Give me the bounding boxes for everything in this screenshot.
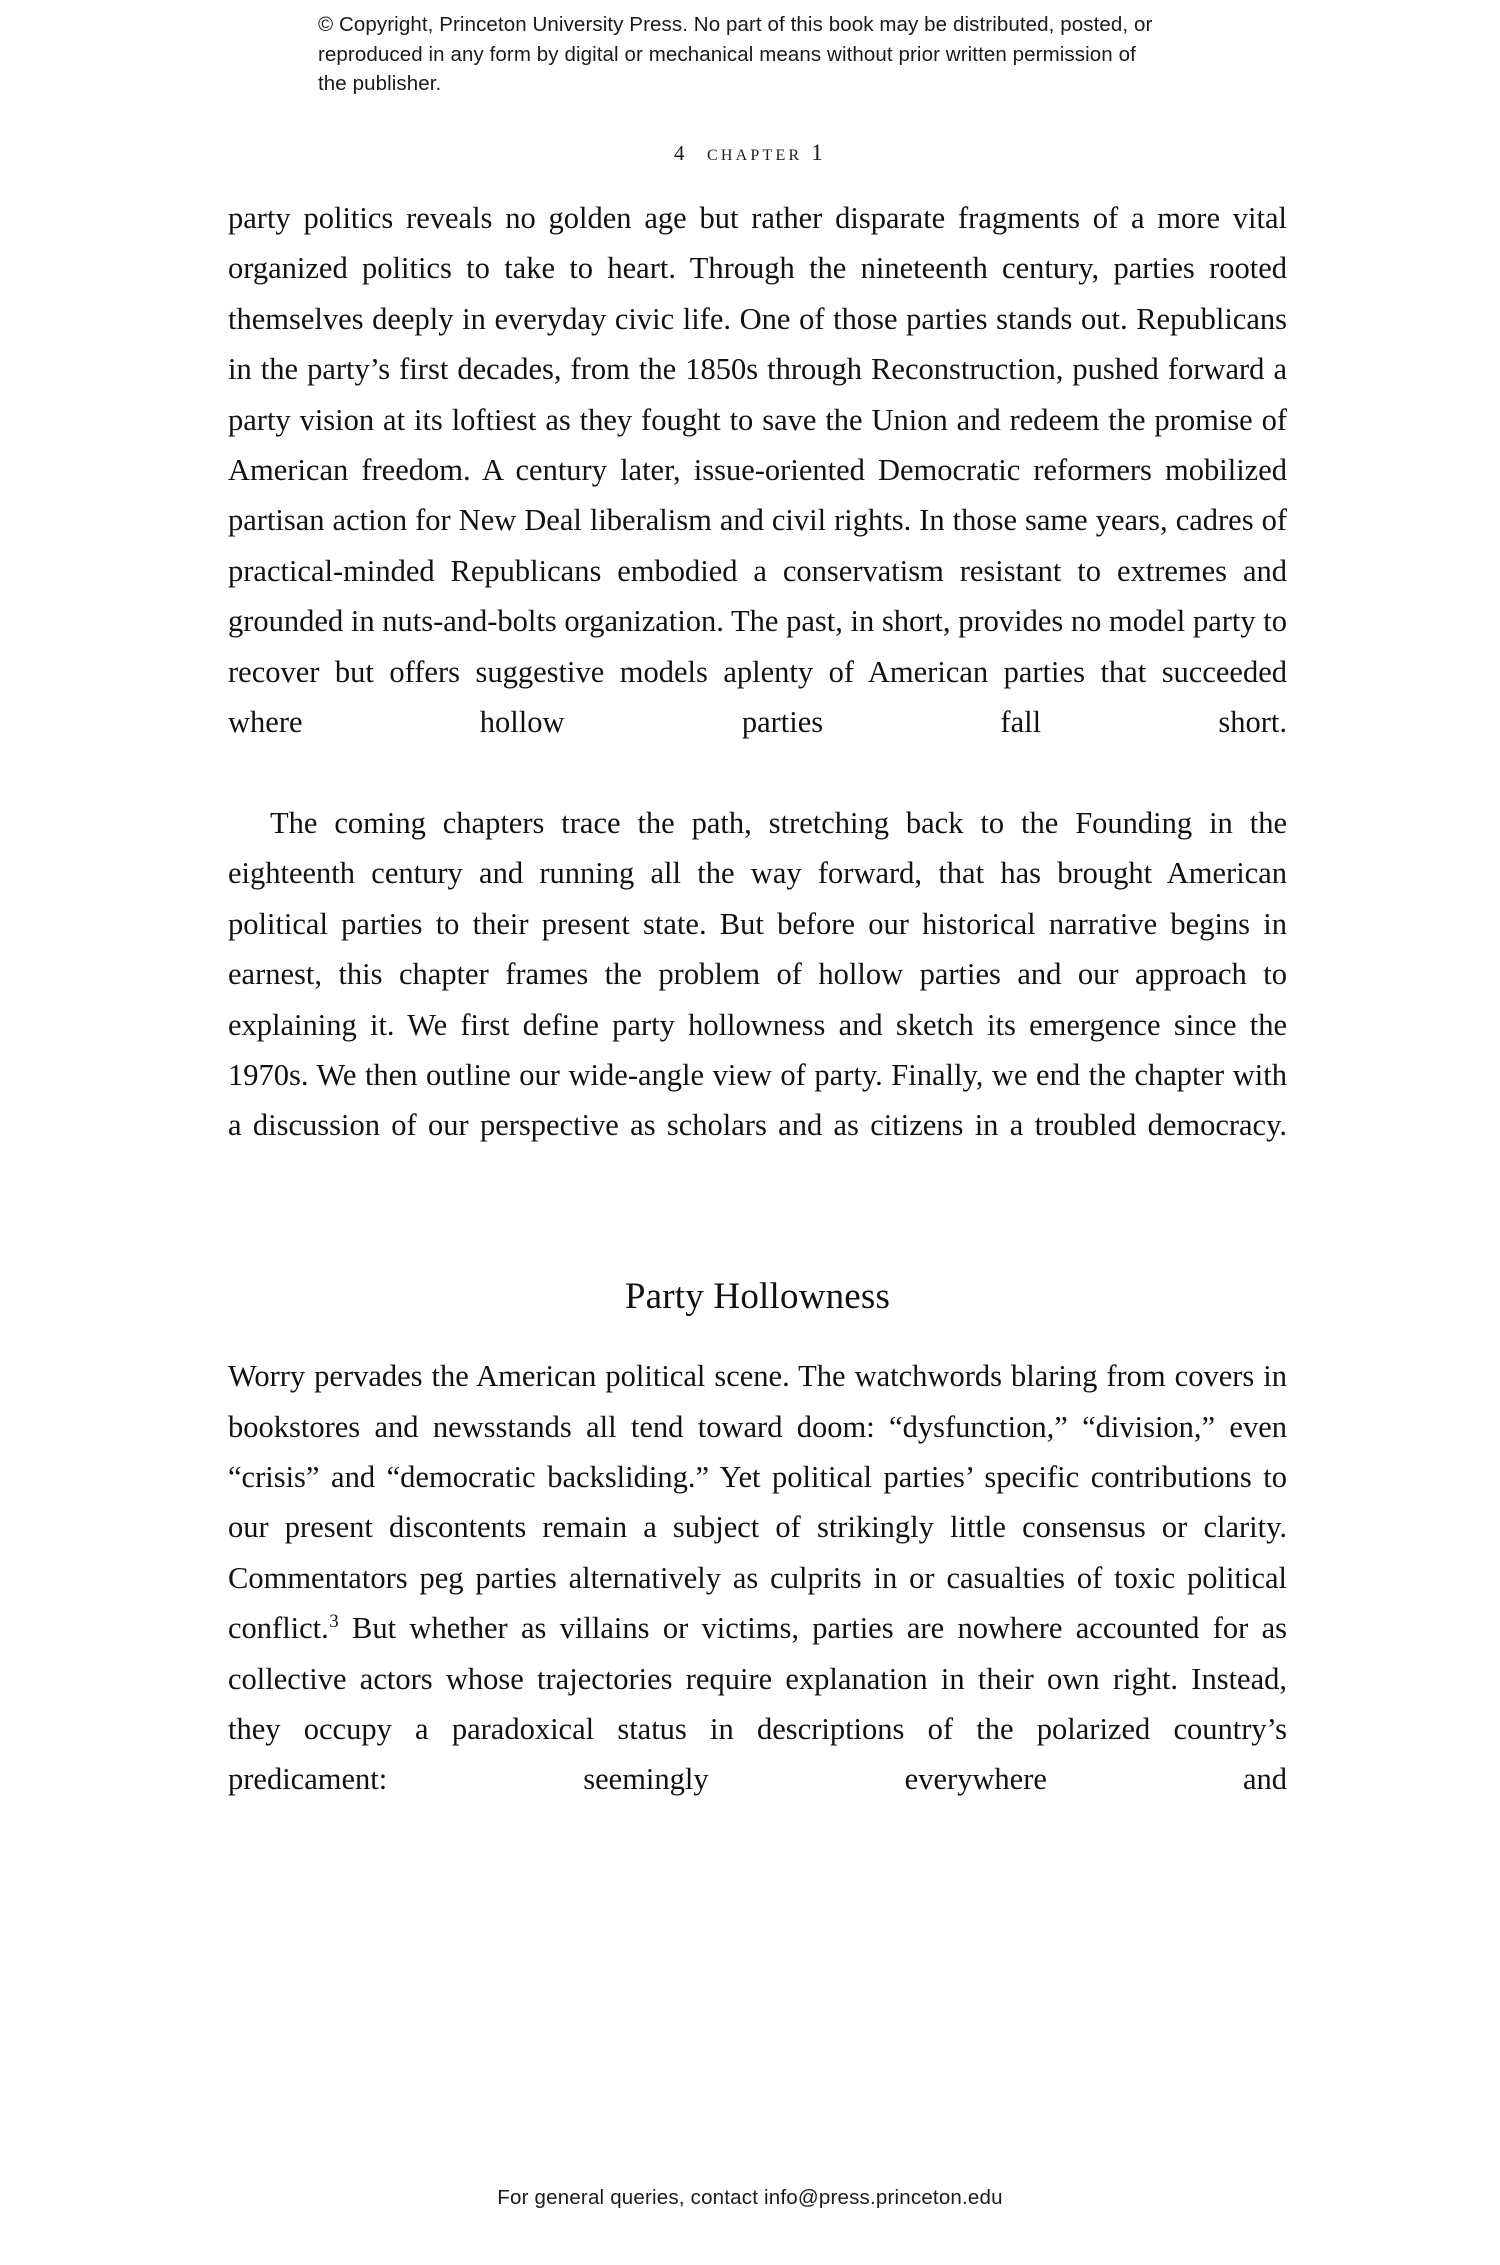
page-number: 4 [674, 141, 686, 165]
section-heading-party-hollowness: Party Hollowness [624, 1276, 891, 1318]
running-head [0, 140, 1500, 166]
paragraph-text-before-footnote: Worry pervades the American political scene. The watchwords blaring from covers in bookstores and newsstands all tend toward doom: “dysfunction,” “division,” even “crisis” and “democratic backsliding.” Yet political parties’ specific contributions to our present discontents remain a subject of strikingly little consensus or clarity. Commentators peg parties alternatively as culprits in or casualties of toxic political conflict. [228, 1359, 1287, 1646]
paragraph-continuation: party politics reveals no golden age but rather disparate fragments of a more vital organized politics to take to heart. Through the nineteenth century, parties rooted themselves deeply in everyday civic life. One of those parties stands out. Republicans in the party’s first decades, from the 1850s through Reconstruction, pushed forward a party vision at its loftiest as they fought to save the Union and redeem the promise of American freedom. A century later, issue-oriented Democratic reformers mobilized partisan action for New Deal liberalism and civil rights. In those same years, cadres of practical-minded Republicans embodied a conservatism resistant to extremes and grounded in nuts-and-bolts organization. The past, in short, provides no model party to recover but offers suggestive models aplenty of American parties that succeeded where hollow parties fall short. [228, 201, 1287, 740]
paragraph-coming-chapters: The coming chapters trace the path, stretching back to the Founding in the eighteenth century and running all the way forward, that has brought American political parties to their present state. But before our historical narrative begins in earnest, this chapter frames the problem of hollow parties and our approach to explaining it. We first define party hollowness and sketch its emergence since the 1970s. We then outline our wide-angle view of party. Finally, we end the chapter with a discussion of our perspective as scholars and as citizens in a troubled democracy. [228, 805, 1287, 1143]
paragraph-text-after-footnote: But whether as villains or victims, parties are nowhere accounted for as collective actors whose trajectories require explanation in their own right. Instead, they occupy a paradoxical status in descriptions of the polarized country’s predicament: seemingly everywhere and [228, 1611, 1287, 1797]
footnote-marker[interactable]: 3 [329, 1611, 339, 1632]
text-block [228, 193, 1287, 1855]
section-heading-wrapper [228, 1201, 1287, 1351]
footer-queries-text: For general queries, contact info@press.princeton.edu [497, 2186, 1003, 2209]
copyright-notice: © Copyright, Princeton University Press. No part of this book may be distributed, posted, or reproduced in any form by digital or mechanical means without prior written permission of the publisher. [318, 13, 1153, 95]
chapter-label: chapter 1 [707, 140, 826, 165]
paragraph-worry-pervades [228, 1351, 1287, 1855]
